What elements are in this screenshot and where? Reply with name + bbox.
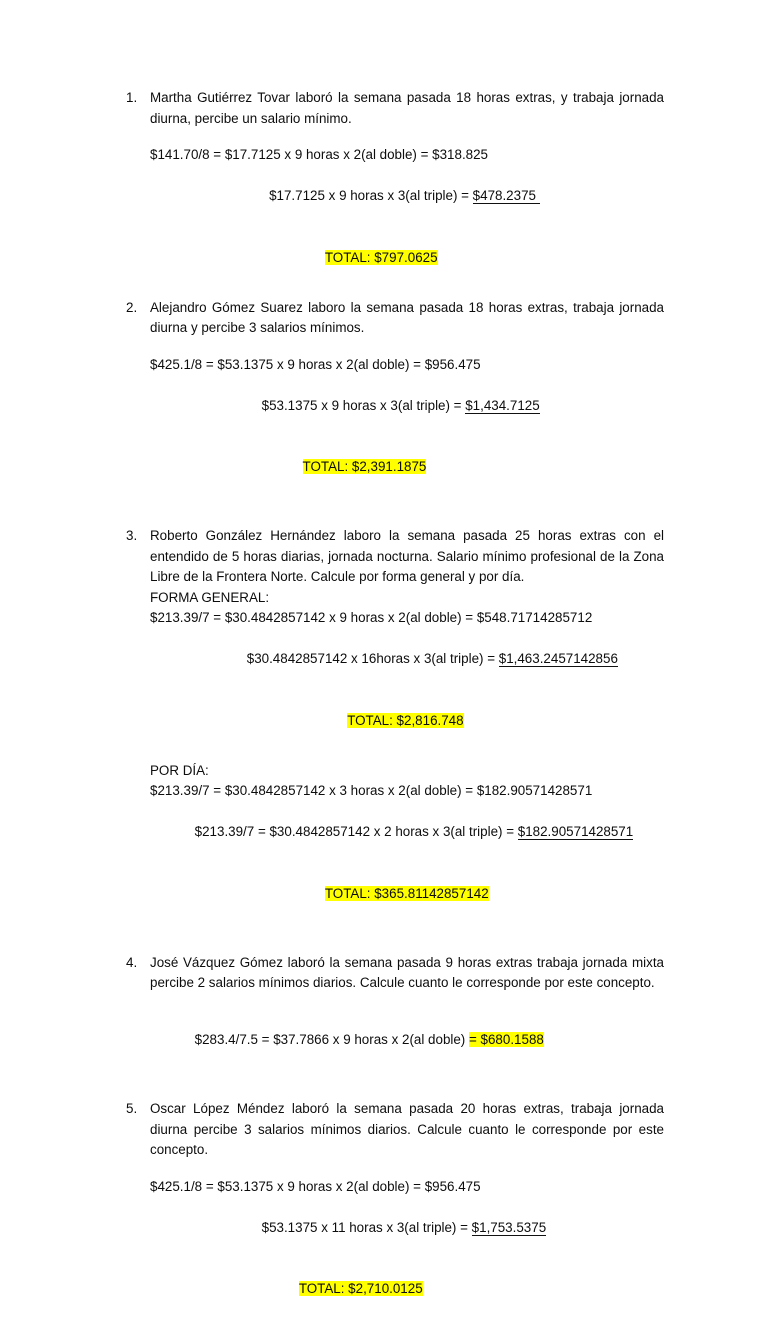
calculation-text: $53.1375 x 11 horas x 3(al triple) =	[262, 1220, 472, 1235]
underlined-result: $478.2375	[473, 188, 540, 204]
calculation-text: $30.4842857142 x 16horas x 3(al triple) =	[247, 651, 499, 666]
underlined-result: $1,434.7125	[465, 398, 539, 414]
list-item-problem-3	[126, 526, 664, 925]
calculation-text: $17.7125 x 9 horas x 3(al triple) =	[269, 188, 473, 203]
total-highlighted: TOTAL: $2,816.748	[347, 713, 463, 728]
list-item-problem-2	[126, 298, 664, 499]
indent	[195, 649, 247, 670]
total-line	[150, 690, 664, 752]
indent	[195, 1279, 299, 1300]
problem-number: 2.	[126, 298, 144, 319]
indent	[195, 396, 262, 417]
problem-list	[126, 88, 664, 1320]
problem-statement: José Vázquez Gómez laboró la semana pasada 9 horas extras trabaja jornada mixta percibe 2 salarios mínimos diarios. Calcule cuanto le corresponde por este concepto.	[150, 953, 664, 994]
calculation-text: $213.39/7 = $30.4842857142 x 2 horas x 3(al triple) =	[195, 824, 518, 839]
indent	[195, 457, 303, 478]
indent	[195, 884, 325, 905]
calculation-block	[150, 355, 664, 499]
total-line	[150, 437, 664, 499]
calculation-line: $141.70/8 = $17.7125 x 9 horas x 2(al doble) = $318.825	[150, 145, 664, 166]
total-highlighted: TOTAL: $365.81142857142	[325, 886, 489, 901]
indent	[195, 1218, 262, 1239]
total-highlighted: TOTAL: $797.0625	[325, 250, 438, 265]
spacer	[150, 1161, 664, 1177]
total-line	[150, 1259, 664, 1320]
calculation-line: $213.39/7 = $30.4842857142 x 9 horas x 2(al doble) = $548.71714285712	[150, 608, 664, 629]
calculation-line	[150, 375, 664, 437]
list-item-problem-4	[126, 953, 664, 1072]
calculation-line	[150, 629, 664, 691]
calculation-line: $425.1/8 = $53.1375 x 9 horas x 2(al doble) = $956.475	[150, 1177, 664, 1198]
spacer	[150, 994, 664, 1010]
document-content	[126, 88, 664, 1320]
indent	[195, 248, 325, 269]
spacer	[126, 925, 664, 953]
total-highlighted: TOTAL: $2,710.0125	[299, 1281, 423, 1296]
calculation-line: $213.39/7 = $30.4842857142 x 3 horas x 2(al doble) = $182.90571428571	[150, 781, 664, 802]
total-highlighted: TOTAL: $2,391.1875	[303, 459, 427, 474]
problem-number: 3.	[126, 526, 144, 547]
problem-number: 5.	[126, 1099, 144, 1120]
calculation-text: $283.4/7.5 = $37.7866 x 9 horas x 2(al doble)	[195, 1032, 469, 1047]
underlined-result: $1,753.5375	[472, 1220, 546, 1236]
underlined-result: $1,463.2457142856	[499, 651, 618, 667]
calculation-line: $425.1/8 = $53.1375 x 9 horas x 2(al doble) = $956.475	[150, 355, 664, 376]
problem-statement: Martha Gutiérrez Tovar laboró la semana pasada 18 horas extras, y trabaja jornada diurna, percibe un salario mínimo.	[150, 88, 664, 129]
calculation-line	[150, 1197, 664, 1259]
spacer	[126, 498, 664, 526]
calculation-block-por-dia	[150, 781, 664, 925]
spacer	[126, 1071, 664, 1099]
calculation-text: $53.1375 x 9 horas x 3(al triple) =	[262, 398, 466, 413]
calculation-line	[150, 166, 664, 228]
calculation-block	[150, 145, 664, 289]
problem-number: 4.	[126, 953, 144, 974]
spacer	[150, 129, 664, 145]
problem-number: 1.	[126, 88, 144, 109]
section-label-por-dia: POR DÍA:	[150, 761, 664, 782]
spacer	[126, 289, 664, 298]
calculation-line	[150, 802, 664, 864]
section-label-forma-general: FORMA GENERAL:	[150, 588, 664, 609]
problem-statement: Roberto González Hernández laboro la semana pasada 25 horas extras con el entendido de 5 horas diarias, jornada nocturna. Salario mínimo profesional de la Zona Libre de la Frontera Norte. Calcule por forma general y por día.	[150, 526, 664, 588]
result-highlighted: = $680.1588	[469, 1032, 544, 1047]
total-line	[150, 863, 664, 925]
problem-statement: Alejandro Gómez Suarez laboro la semana pasada 18 horas extras, trabaja jornada diurna y percibe 3 salarios mínimos.	[150, 298, 664, 339]
calculation-block	[150, 1010, 664, 1072]
total-line	[150, 227, 664, 289]
list-item-problem-5	[126, 1099, 664, 1320]
calculation-line	[150, 1010, 664, 1072]
spacer	[150, 339, 664, 355]
spacer	[150, 752, 664, 761]
indent	[195, 186, 269, 207]
problem-statement: Oscar López Méndez laboró la semana pasada 20 horas extras, trabaja jornada diurna percibe 3 salarios mínimos diarios. Calcule cuanto le corresponde por este concepto.	[150, 1099, 664, 1161]
underlined-result: $182.90571428571	[518, 824, 633, 840]
calculation-block	[150, 1177, 664, 1320]
calculation-block-general	[150, 608, 664, 752]
indent	[195, 711, 348, 732]
list-item-problem-1	[126, 88, 664, 289]
